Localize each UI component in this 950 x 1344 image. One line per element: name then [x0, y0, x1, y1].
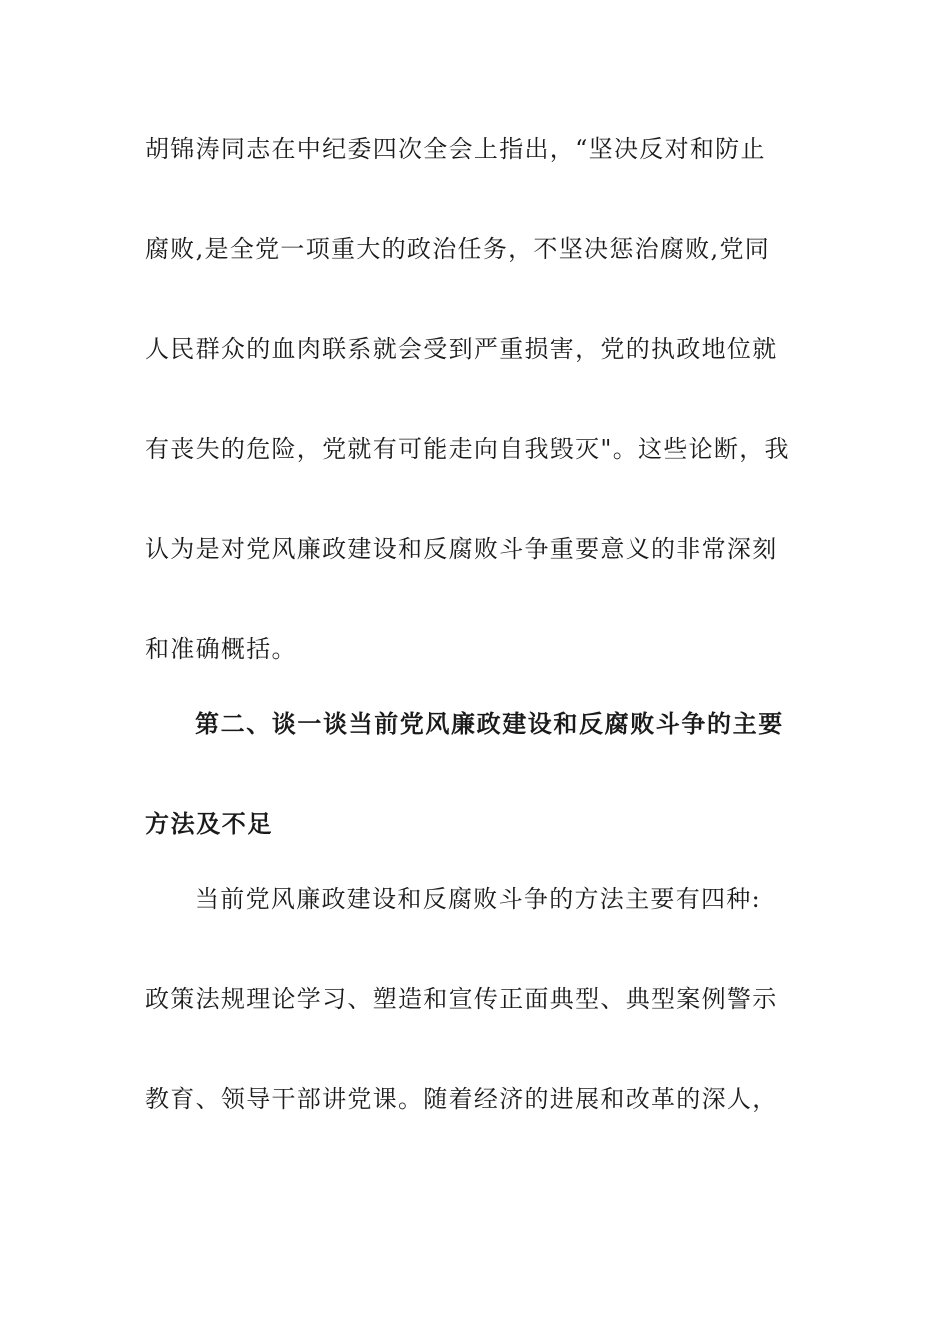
paragraph-2-line-3: 教育、领导干部讲党课。随着经济的进展和改革的深人， — [145, 1085, 778, 1113]
paragraph-1-line-5: 认为是对党风廉政建设和反腐败斗争重要意义的非常深刻 — [145, 535, 778, 563]
paragraph-1-line-1: 胡锦涛同志在中纪委四次全会上指出，“坚决反对和防止 — [145, 135, 766, 163]
paragraph-1-line-6: 和准确概括。 — [145, 635, 297, 663]
paragraph-2-line-2: 政策法规理论学习、塑造和宣传正面典型、典型案例警示 — [145, 985, 778, 1013]
section-heading-line-1: 第二、谈一谈当前党风廉政建设和反腐败斗争的主要 — [195, 710, 784, 738]
paragraph-1-line-2: 腐败,是全党一项重大的政治任务，不坚决惩治腐败,党同 — [145, 235, 771, 263]
section-heading-line-2: 方法及不足 — [145, 810, 273, 838]
paragraph-1-line-3: 人民群众的血肉联系就会受到严重损害，党的执政地位就 — [145, 335, 778, 363]
paragraph-1-line-4: 有丧失的危险，党就有可能走向自我毁灭"。这些论断，我 — [145, 435, 790, 463]
paragraph-2-line-1: 当前党风廉政建设和反腐败斗争的方法主要有四种: — [195, 885, 761, 913]
